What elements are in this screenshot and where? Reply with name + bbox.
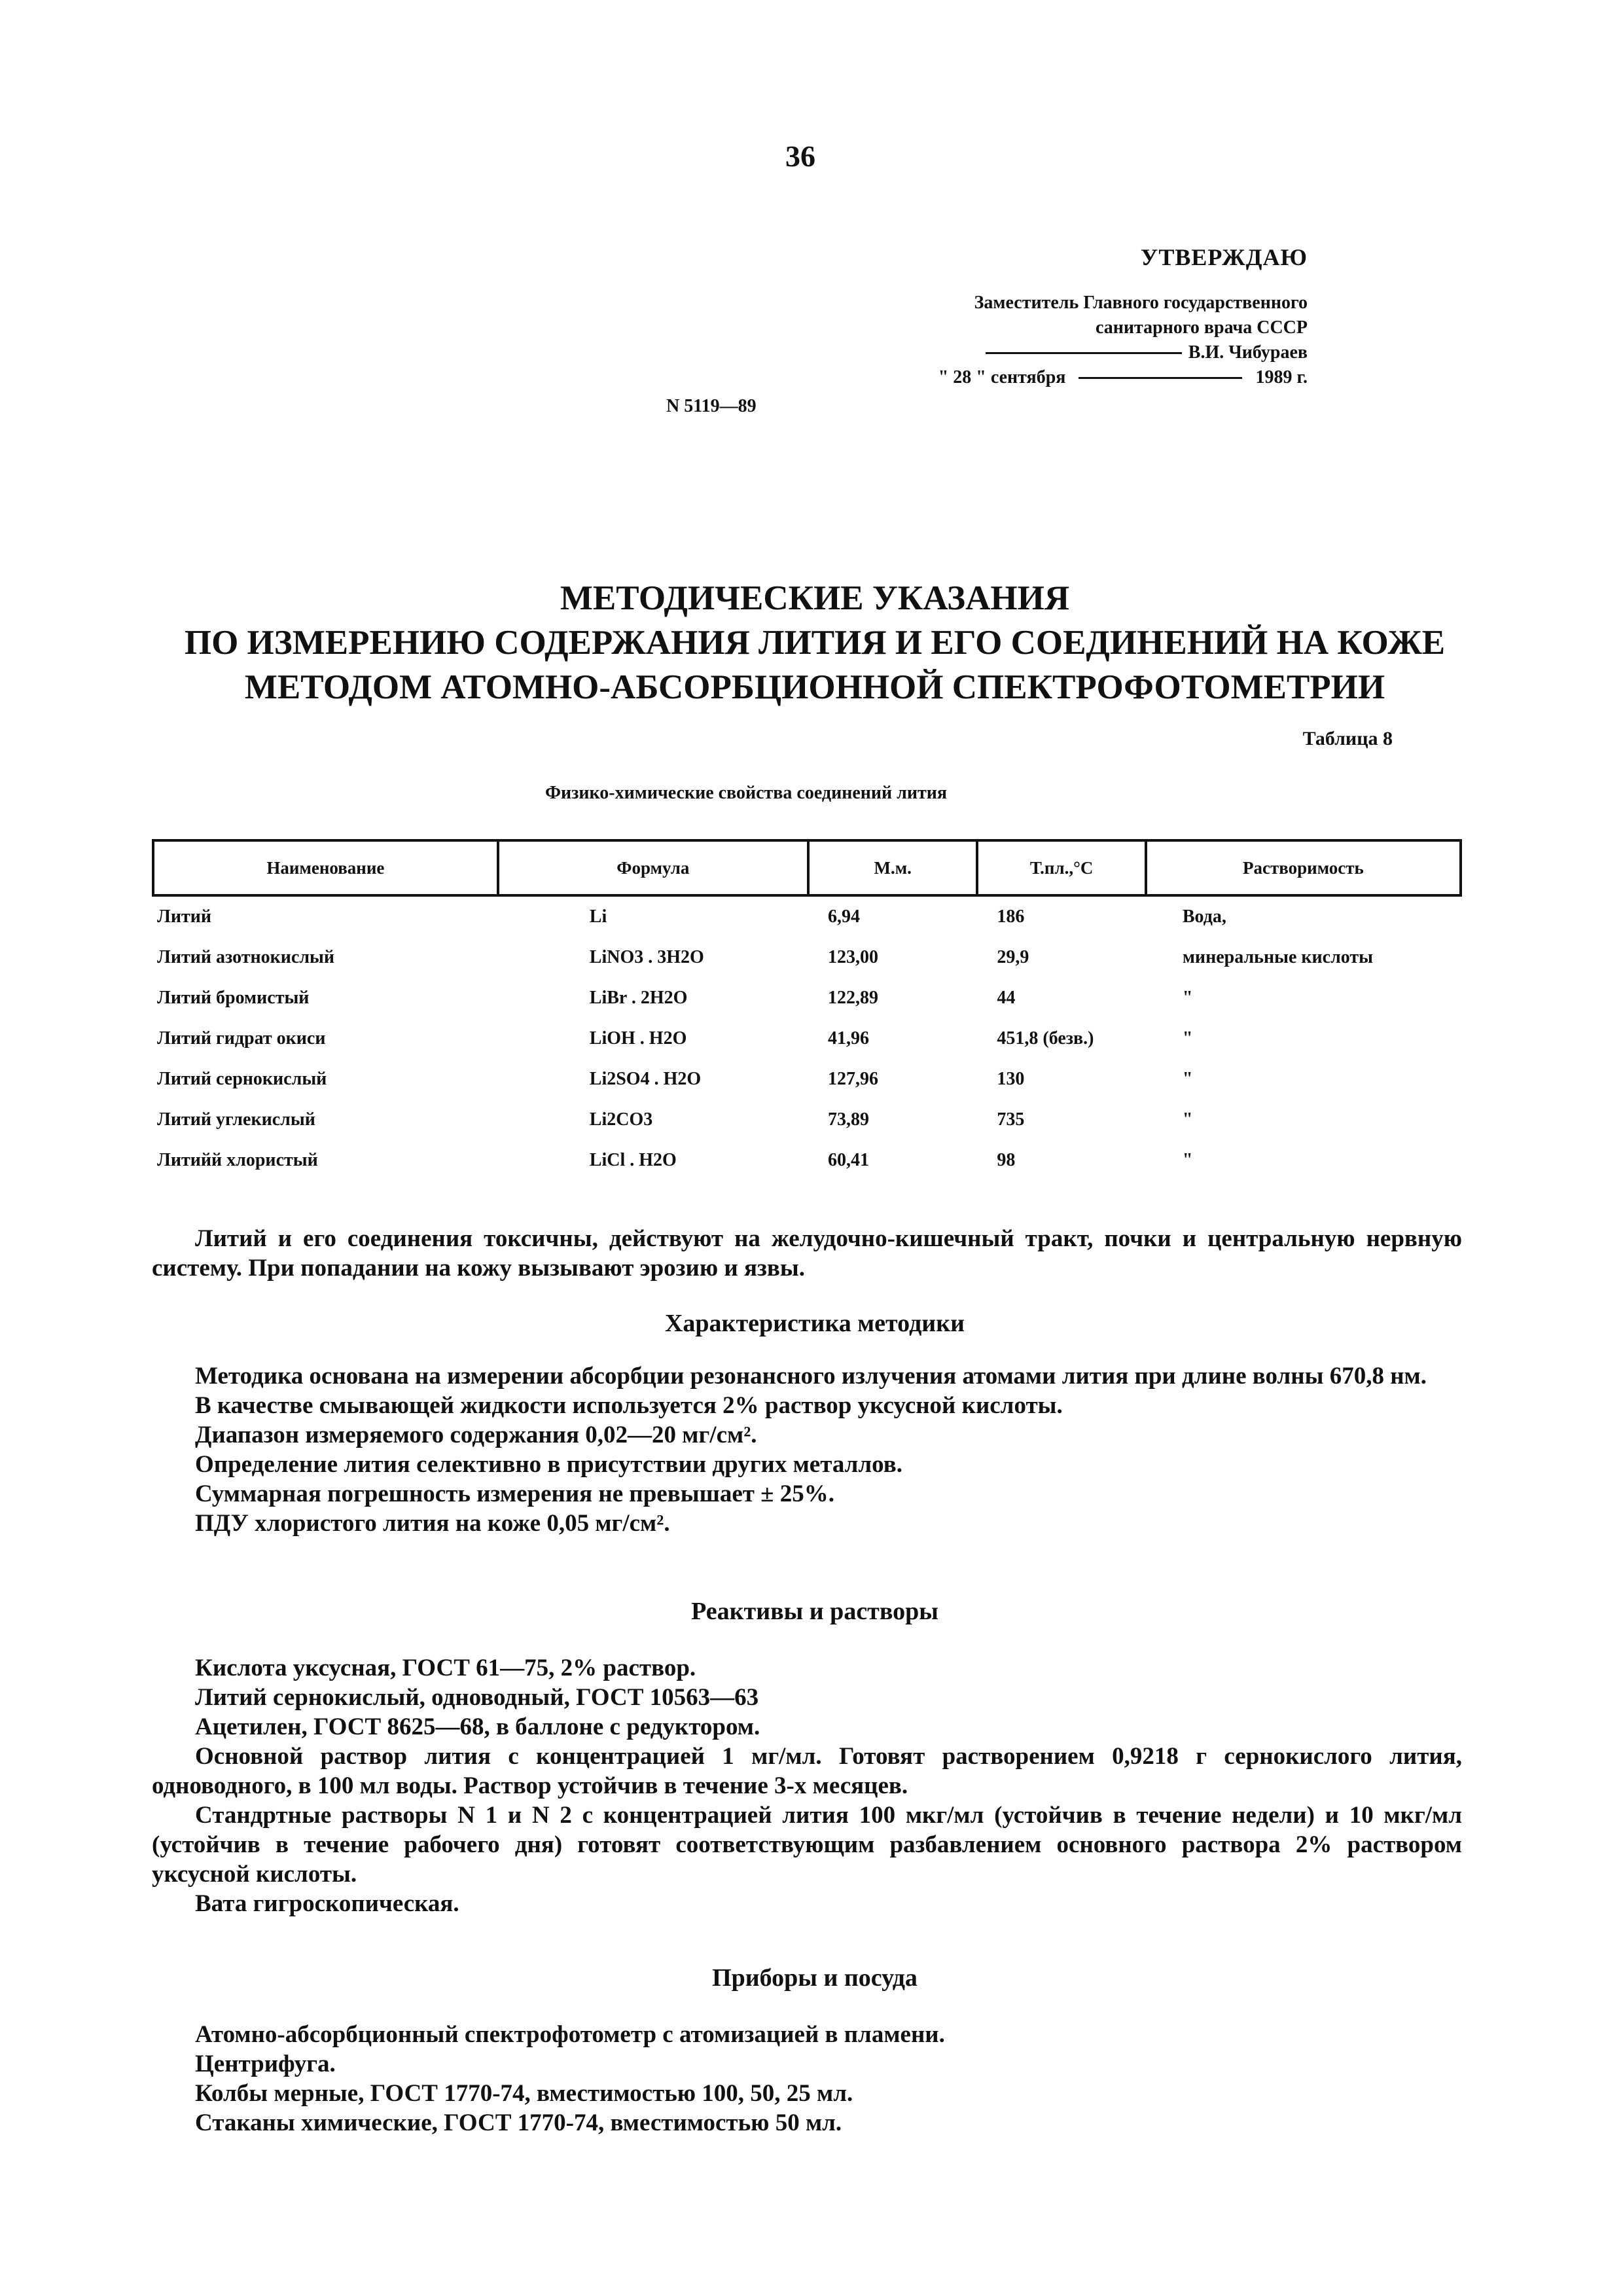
cell-formula: Li2CO3 bbox=[589, 1109, 653, 1130]
cell-formula: LiCl . H2O bbox=[589, 1150, 677, 1170]
document-title bbox=[124, 576, 1505, 709]
cell-name: Литий углекислый bbox=[157, 1109, 315, 1130]
reagents-paragraph: Литий сернокислый, одноводный, ГОСТ 10563—63 bbox=[195, 1684, 759, 1711]
equipment-heading: Приборы и посуда bbox=[712, 1964, 918, 1992]
equipment-section bbox=[152, 2020, 1462, 2138]
method-paragraph: В качестве смывающей жидкости используется 2% раствор уксусной кислоты. bbox=[195, 1392, 1063, 1419]
method-heading: Характеристика методики bbox=[664, 1310, 965, 1337]
date-blank bbox=[1079, 377, 1242, 379]
intro-section bbox=[152, 1224, 1462, 1283]
table-row bbox=[153, 895, 1461, 937]
cell-melting-point: 44 bbox=[997, 988, 1016, 1008]
cell-solubility: " bbox=[1182, 988, 1193, 1008]
properties-table bbox=[152, 839, 1462, 1181]
reagents-paragraph: Вата гигроскопическая. bbox=[195, 1890, 459, 1917]
cell-solubility: " bbox=[1182, 1150, 1193, 1170]
cell-molar-mass: 123,00 bbox=[827, 947, 878, 967]
table-row bbox=[153, 937, 1461, 978]
table-row bbox=[153, 978, 1461, 1018]
cell-solubility: " bbox=[1182, 1069, 1193, 1089]
table-header-row bbox=[153, 840, 1461, 895]
cell-molar-mass: 73,89 bbox=[827, 1109, 869, 1130]
table-row bbox=[153, 1018, 1461, 1059]
method-paragraph: Определение лития селективно в присутствии других металлов. bbox=[195, 1451, 902, 1478]
approval-date-day: " 28 " сентября bbox=[938, 367, 1066, 387]
equipment-paragraph: Колбы мерные, ГОСТ 1770-74, вместимостью 100, 50, 25 мл. bbox=[195, 2080, 853, 2107]
approval-number: N 5119—89 bbox=[666, 396, 757, 416]
cell-melting-point: 735 bbox=[997, 1109, 1025, 1130]
approval-signature-line bbox=[666, 340, 1308, 365]
reagents-paragraph: Стандртные растворы N 1 и N 2 с концентрацией лития 100 мкг/мл (устойчив в течение недели) и 10 мкг/мл (устойчив в течение рабочего дня) готовят соответствующим разбавлением основного раствора 2% раствором уксусной кислоты. bbox=[152, 1802, 1462, 1888]
approval-title: УТВЕРЖДАЮ bbox=[1140, 244, 1308, 270]
title-line-3: МЕТОДОМ АТОМНО-АБСОРБЦИОННОЙ СПЕКТРОФОТОМЕТРИИ bbox=[244, 668, 1385, 706]
reagents-paragraph: Кислота уксусная, ГОСТ 61—75, 2% раствор. bbox=[195, 1655, 696, 1681]
approval-signatory: В.И. Чибураев bbox=[1188, 342, 1308, 363]
reagents-paragraph: Основной раствор лития с концентрацией 1 мг/мл. Готовят растворением 0,9218 г сернокислого лития, одноводного, в 100 мл воды. Раствор устойчив в течение 3-х месяцев. bbox=[152, 1743, 1462, 1799]
approval-block bbox=[666, 243, 1308, 419]
cell-molar-mass: 122,89 bbox=[827, 988, 878, 1008]
cell-melting-point: 29,9 bbox=[997, 947, 1029, 967]
method-paragraph: Диапазон измеряемого содержания 0,02—20 мг/см². bbox=[195, 1422, 757, 1448]
cell-solubility: " bbox=[1182, 1028, 1193, 1049]
equipment-paragraph: Атомно-абсорбционный спектрофотометр с атомизацией в пламени. bbox=[195, 2021, 945, 2048]
cell-formula: LiNO3 . 3H2O bbox=[589, 947, 704, 967]
approval-date-year: 1989 г. bbox=[1255, 367, 1308, 387]
cell-name: Литий гидрат окиси bbox=[157, 1028, 326, 1049]
method-paragraph: Методика основана на измерении абсорбции резонансного излучения атомами лития при длине волны 670,8 нм. bbox=[195, 1363, 1427, 1390]
table-row bbox=[153, 1059, 1461, 1100]
col-header-solubility: Растворимость bbox=[1146, 840, 1461, 895]
title-line-2: ПО ИЗМЕРЕНИЮ СОДЕРЖАНИЯ ЛИТИЯ И ЕГО СОЕДИНЕНИЙ НА КОЖЕ bbox=[184, 624, 1446, 662]
cell-molar-mass: 60,41 bbox=[827, 1150, 869, 1170]
table-row bbox=[153, 1140, 1461, 1181]
cell-molar-mass: 6,94 bbox=[827, 906, 860, 927]
reagents-paragraph: Ацетилен, ГОСТ 8625—68, в баллоне с редуктором. bbox=[195, 1713, 760, 1740]
table-caption: Таблица 8 bbox=[1302, 728, 1393, 749]
equipment-paragraph: Стаканы химические, ГОСТ 1770-74, вместимостью 50 мл. bbox=[195, 2109, 842, 2136]
signature-blank bbox=[986, 352, 1182, 354]
page-number: 36 bbox=[785, 139, 815, 173]
cell-melting-point: 98 bbox=[997, 1150, 1016, 1170]
approval-date-line bbox=[666, 365, 1308, 390]
col-header-formula: Формула bbox=[498, 840, 808, 895]
cell-formula: Li bbox=[589, 906, 607, 927]
reagents-section bbox=[152, 1653, 1462, 1918]
col-header-melting-point: Т.пл.,°С bbox=[977, 840, 1145, 895]
cell-name: Литий сернокислый bbox=[157, 1069, 327, 1089]
approval-position-line2: санитарного врача СССР bbox=[1096, 317, 1308, 338]
cell-molar-mass: 41,96 bbox=[827, 1028, 869, 1049]
cell-name: Литий bbox=[157, 906, 212, 927]
col-header-name: Наименование bbox=[153, 840, 498, 895]
title-line-1: МЕТОДИЧЕСКИЕ УКАЗАНИЯ bbox=[560, 579, 1070, 617]
cell-melting-point: 451,8 (безв.) bbox=[997, 1028, 1094, 1049]
approval-position-line1: Заместитель Главного государственного bbox=[974, 293, 1308, 313]
cell-solubility: " bbox=[1182, 1109, 1193, 1130]
cell-name: Литий азотнокислый bbox=[157, 947, 335, 967]
cell-formula: Li2SO4 . H2O bbox=[589, 1069, 702, 1089]
cell-name: Литийй хлористый bbox=[157, 1150, 318, 1170]
cell-melting-point: 130 bbox=[997, 1069, 1025, 1089]
cell-molar-mass: 127,96 bbox=[827, 1069, 878, 1089]
table-heading: Физико-химические свойства соединений лития bbox=[544, 783, 948, 803]
method-paragraph: ПДУ хлористого лития на коже 0,05 мг/см². bbox=[195, 1510, 670, 1537]
equipment-paragraph: Центрифуга. bbox=[195, 2051, 336, 2077]
intro-paragraph: Литий и его соединения токсичны, действуют на желудочно-кишечный тракт, почки и центральную нервную систему. При попадании на кожу вызывают эрозию и язвы. bbox=[152, 1225, 1462, 1282]
cell-formula: LiBr . 2H2O bbox=[589, 988, 688, 1008]
method-paragraph: Суммарная погрешность измерения не превышает ± 25%. bbox=[195, 1480, 834, 1507]
cell-name: Литий бромистый bbox=[157, 988, 310, 1008]
col-header-molar-mass: М.м. bbox=[808, 840, 977, 895]
cell-formula: LiOH . H2O bbox=[589, 1028, 687, 1049]
cell-melting-point: 186 bbox=[997, 906, 1025, 927]
table-row bbox=[153, 1100, 1461, 1140]
cell-solubility: Вода, bbox=[1182, 906, 1226, 927]
method-section bbox=[152, 1361, 1462, 1538]
reagents-heading: Реактивы и растворы bbox=[691, 1598, 938, 1625]
cell-solubility: минеральные кислоты bbox=[1182, 947, 1374, 967]
